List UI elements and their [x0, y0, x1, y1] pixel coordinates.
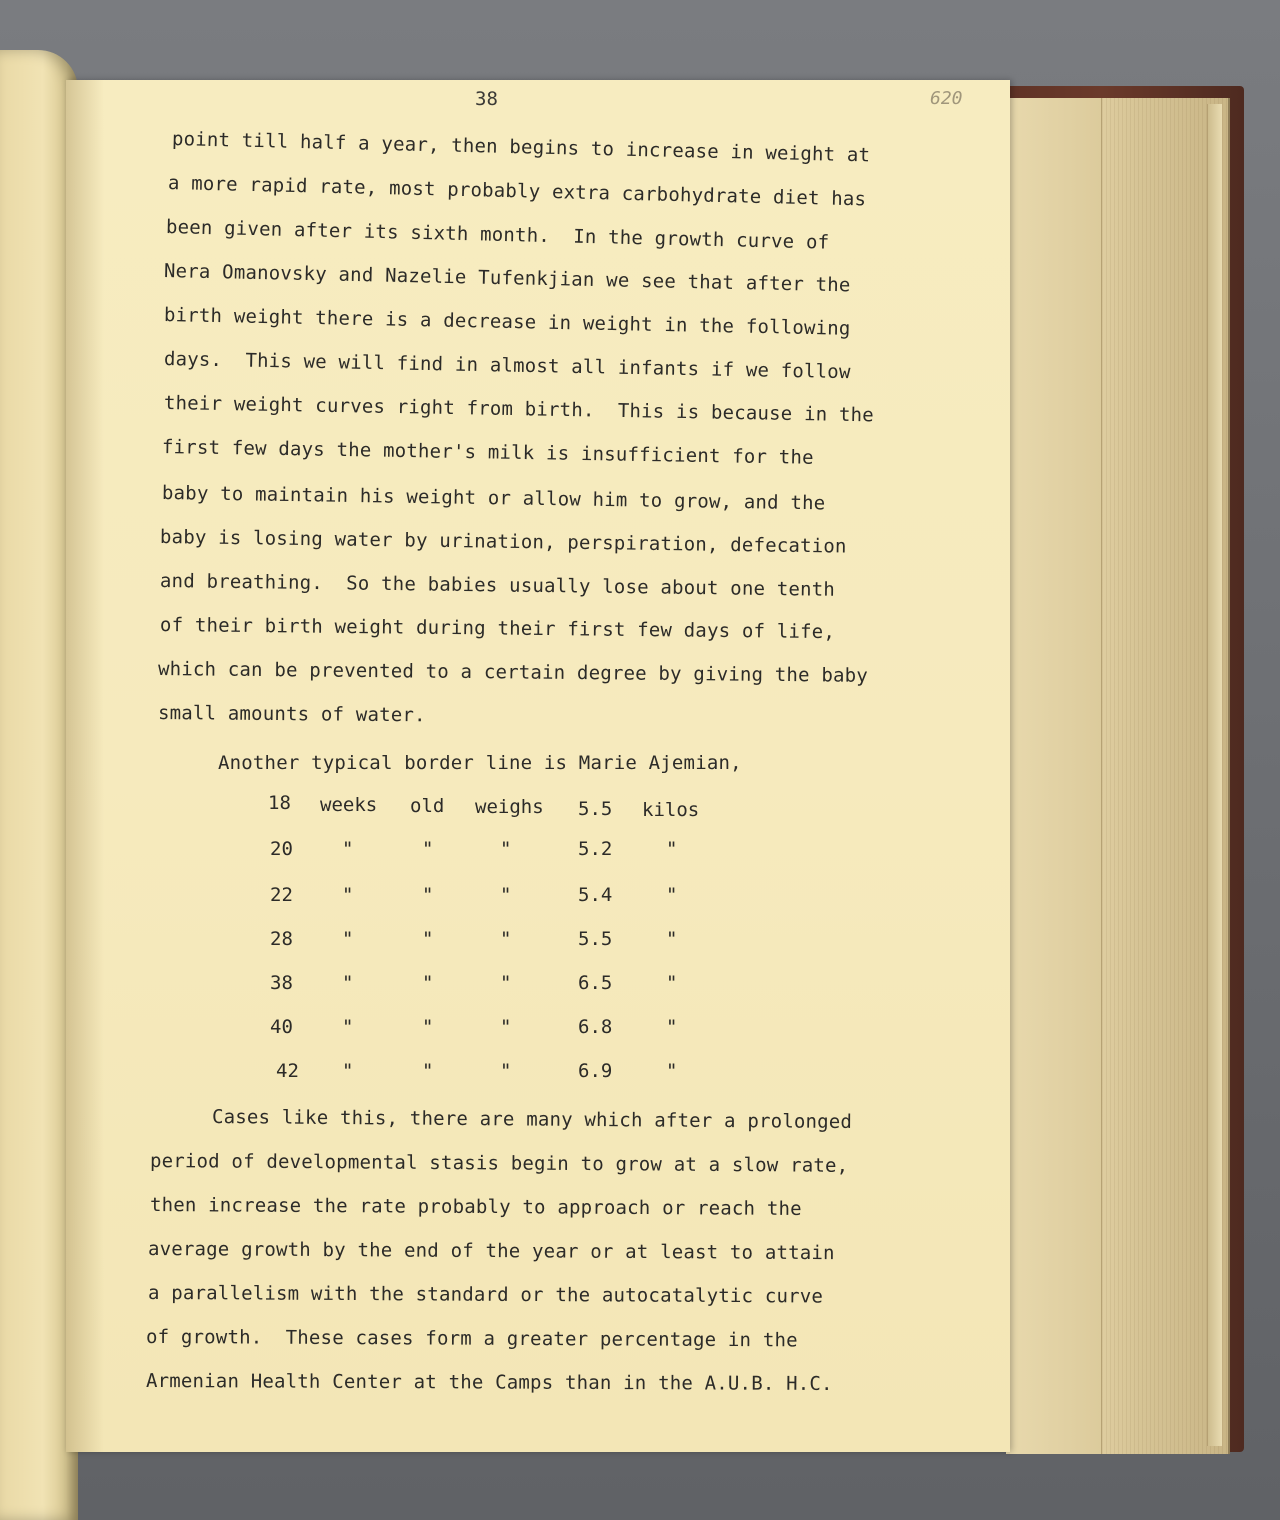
paragraph-1-line: small amounts of water.	[157, 702, 426, 727]
corner-mark: 620	[930, 88, 963, 109]
paragraph-3-line: period of developmental stasis begin to grow at a slow rate,	[149, 1150, 849, 1177]
paragraph-3-line: a parallelism with the standard or the autocatalytic curve	[147, 1282, 824, 1308]
table-header-unit: kilos	[642, 799, 700, 821]
table-header-weeks-label: weeks	[320, 794, 378, 816]
table-row-ditto-weighs: "	[500, 928, 512, 950]
table-row-ditto-old: "	[422, 838, 434, 860]
table-row-weight: 5.5	[578, 928, 613, 950]
table-row-ditto-weighs: "	[500, 1060, 512, 1082]
paragraph-1-line: been given after its sixth month. In the growth curve of	[165, 216, 830, 254]
paragraph-1-line: a more rapid rate, most probably extra carbohydrate diet has	[167, 172, 867, 211]
paragraph-2-intro: Another typical border line is Marie Ajemian,	[218, 752, 742, 774]
table-row-ditto-weeks: "	[342, 838, 354, 860]
table-row-ditto-unit: "	[666, 1016, 678, 1038]
paragraph-1-line: days. This we will find in almost all infants if we follow	[163, 348, 851, 384]
table-row-weeks: 20	[270, 838, 293, 860]
table-row-ditto-old: "	[422, 928, 434, 950]
paragraph-1-line: Nera Omanovsky and Nazelie Tufenkjian we see that after the	[163, 260, 851, 297]
table-row-weight: 6.9	[578, 1060, 613, 1082]
paragraph-1-line: baby is losing water by urination, perspiration, defecation	[159, 526, 847, 558]
paragraph-3-line: then increase the rate probably to approach or reach the	[149, 1194, 802, 1220]
page-number: 38	[475, 88, 498, 110]
paragraph-1-line: which can be prevented to a certain degree by giving the baby	[157, 658, 869, 687]
table-row-weeks: 28	[270, 928, 293, 950]
table-row-ditto-weeks: "	[342, 1060, 354, 1082]
paragraph-3-line: of growth. These cases form a greater percentage in the	[145, 1326, 798, 1352]
paragraph-1-line: their weight curves right from birth. This is because in the	[163, 392, 875, 427]
table-row-weeks: 38	[270, 972, 293, 994]
table-row-weight: 5.4	[578, 884, 613, 906]
table-row-ditto-weighs: "	[500, 838, 512, 860]
paragraph-1-line: of their birth weight during their first few days of life,	[159, 614, 836, 644]
table-row-weight: 5.2	[578, 838, 613, 860]
table-row-ditto-weeks: "	[342, 972, 354, 994]
table-row-ditto-old: "	[422, 1060, 434, 1082]
table-row-ditto-weeks: "	[342, 1016, 354, 1038]
table-row-ditto-old: "	[422, 972, 434, 994]
table-row-ditto-weeks: "	[342, 884, 354, 906]
paragraph-1-line: first few days the mother's milk is insufficient for the	[161, 436, 814, 469]
table-row-weight: 6.8	[578, 1016, 613, 1038]
paragraph-3-line: Cases like this, there are many which after a prolonged	[211, 1106, 853, 1134]
table-header-weeks-value: 18	[268, 792, 291, 814]
table-row-ditto-weighs: "	[500, 1016, 512, 1038]
paragraph-1-line: birth weight there is a decrease in weight in the following	[163, 304, 851, 340]
paragraph-1-line: and breathing. So the babies usually lose about one tenth	[159, 570, 836, 601]
table-row-weight: 6.5	[578, 972, 613, 994]
table-header-old-label: old	[410, 795, 445, 817]
table-header-weight-value: 5.5	[578, 798, 613, 820]
table-row-ditto-weeks: "	[342, 928, 354, 950]
table-row-weeks: 40	[270, 1016, 293, 1038]
table-row-ditto-weighs: "	[500, 972, 512, 994]
table-row-ditto-unit: "	[666, 928, 678, 950]
page-block-edges	[1006, 98, 1230, 1454]
spine-shadow	[66, 80, 104, 1452]
table-row-weeks: 42	[276, 1060, 299, 1082]
paragraph-1-line: point till half a year, then begins to increase in weight at	[171, 128, 871, 167]
table-row-ditto-unit: "	[666, 838, 678, 860]
page-fore-edge	[1207, 104, 1222, 1446]
table-row-ditto-old: "	[422, 1016, 434, 1038]
table-row-ditto-old: "	[422, 884, 434, 906]
paragraph-3-line: average growth by the end of the year or at least to attain	[147, 1238, 835, 1265]
table-row-weeks: 22	[270, 884, 293, 906]
table-row-ditto-weighs: "	[500, 884, 512, 906]
table-header-weighs-label: weighs	[475, 796, 544, 818]
table-row-ditto-unit: "	[666, 972, 678, 994]
page-fold	[1006, 98, 1102, 1454]
table-row-ditto-unit: "	[666, 1060, 678, 1082]
table-row-ditto-unit: "	[666, 884, 678, 906]
paragraph-3-line: Armenian Health Center at the Camps than in the A.U.B. H.C.	[145, 1370, 833, 1395]
paragraph-1-line: baby to maintain his weight or allow him to grow, and the	[161, 482, 826, 515]
